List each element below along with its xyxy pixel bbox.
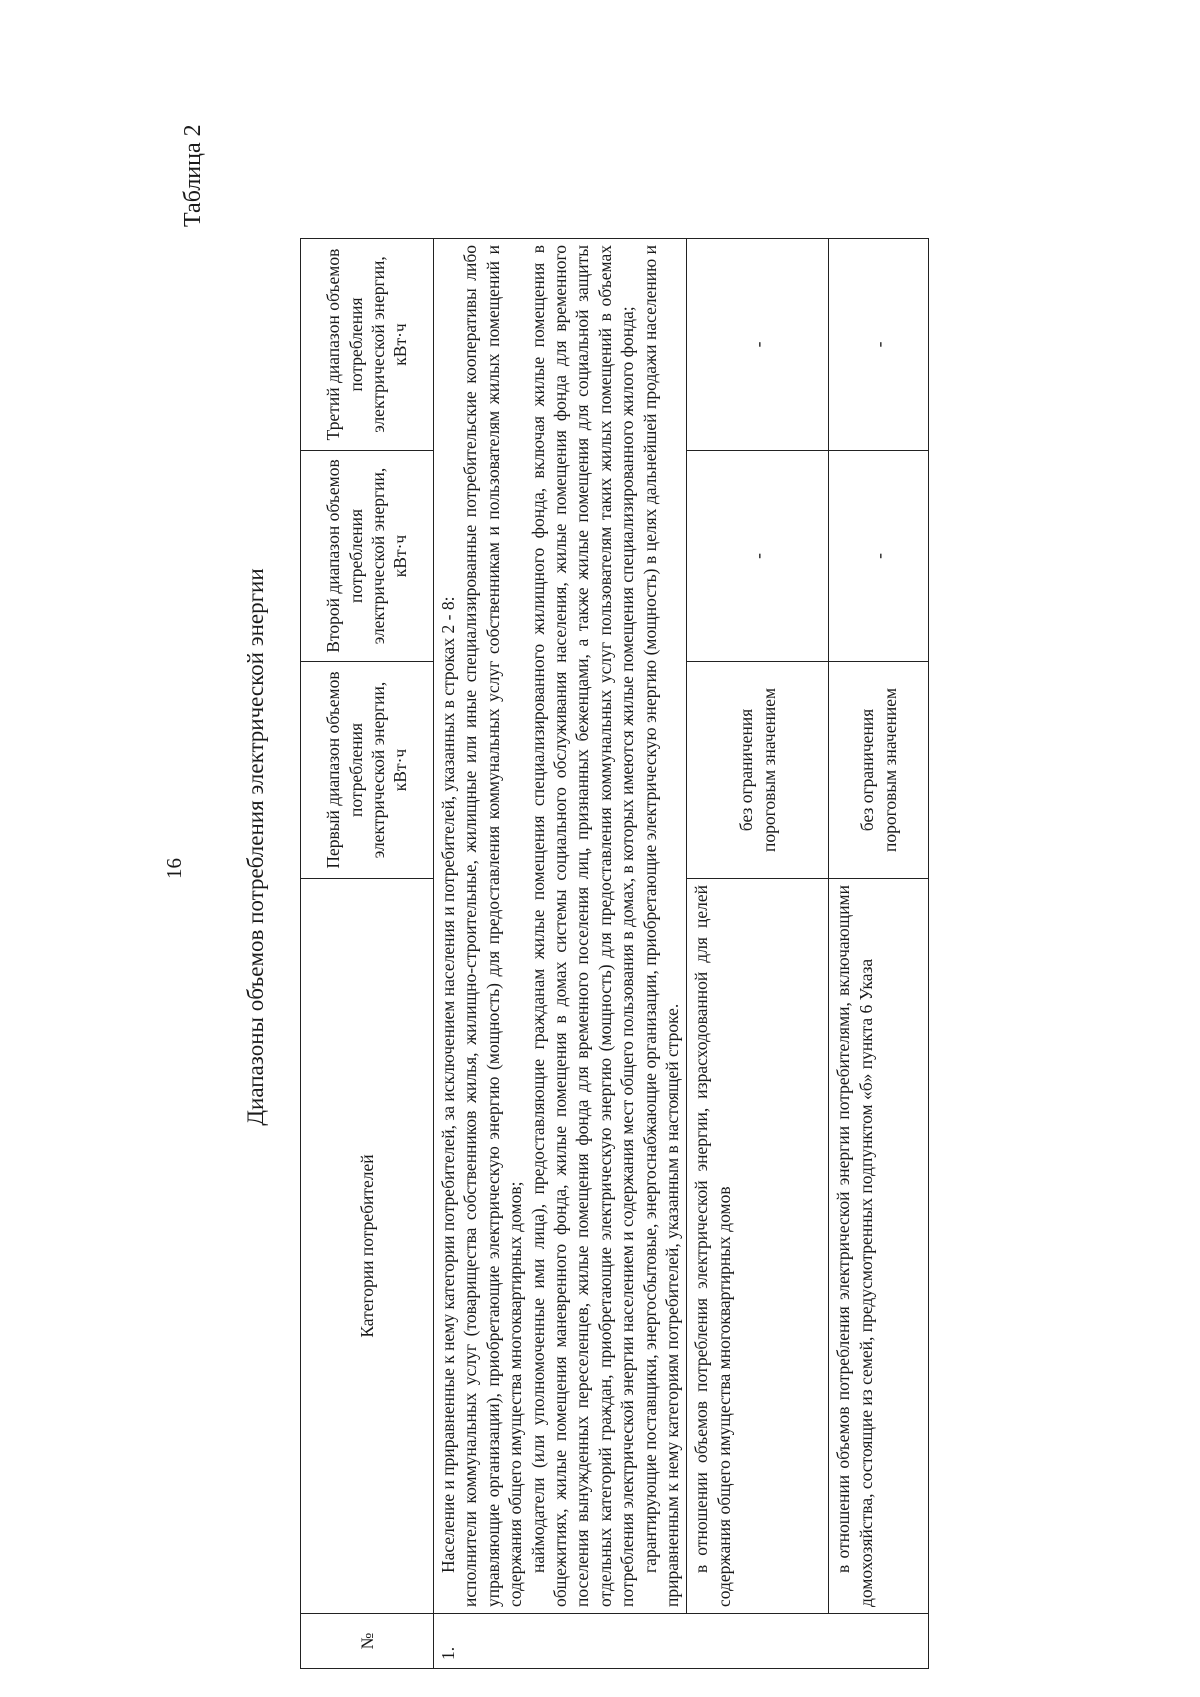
document-title: Диапазоны объемов потребления электрической энергии xyxy=(243,568,268,1126)
table-label: Таблица 2 xyxy=(180,124,206,227)
range-3-cell: - xyxy=(687,239,829,451)
table-row xyxy=(829,239,929,1669)
subcategory-text: в отношении объемов потребления электрической энергии потребителями, включающими домохозяйства, состоящие из семей, предусмотренных подпунктом «б» пункта 6 Указа xyxy=(833,885,876,1607)
range-2-cell: - xyxy=(829,451,929,662)
header-range-1: Первый диапазон объемов потребления электрической энергии, кВт·ч xyxy=(301,662,434,879)
row-number: 1. xyxy=(434,1614,929,1669)
range-1-cell: без ограничения пороговым значением xyxy=(687,662,829,879)
consumption-ranges-table xyxy=(300,238,929,1669)
header-category: Категории потребителей xyxy=(301,879,434,1614)
category-paragraph: наймодатели (или уполномоченные ими лица), предоставляющие гражданам жилые помещения специализированного жилищного фонда, включая жилые помещения в общежитиях, жилые помещения маневренного фонда, жилые помещения в домах системы социального обслуживания населения, жилые помещения фонда для временного поселения вынужденных переселенцев, жилые помещения фонда для временного поселения лиц, признанных беженцами, а также жилые помещения для социальной защиты отдельных категорий граждан, приобретающие электрическую энергию (мощность) для предоставления коммунальных услуг пользователям таких жилых помещений в объемах потребления электрической энергии населением и содержания мест общего пользования в домах, в которых имеются жилые помещения специализированного жилого фонда; xyxy=(527,245,638,1607)
range-1-cell: без ограничения пороговым значением xyxy=(829,662,929,879)
table-header-row xyxy=(301,239,434,1669)
table-row xyxy=(687,239,829,1669)
page-number: 16 xyxy=(162,858,186,879)
range-2-cell: - xyxy=(687,451,829,662)
category-description-cell xyxy=(434,239,687,1614)
category-paragraph: гарантирующие поставщики, энергосбытовые, энергоснабжающие организации, приобретающие электрическую энергию (мощность) в целях дальнейшей продажи населению и приравненным к нему категориям потребителей, указанным в настоящей строке. xyxy=(639,245,682,1607)
category-paragraph: Население и приравненные к нему категории потребителей, за исключением населения и потребителей, указанных в строках 2 - 8: xyxy=(438,596,458,1573)
header-range-3: Третий диапазон объемов потребления электрической энергии, кВт·ч xyxy=(301,239,434,451)
category-paragraph: исполнители коммунальных услуг (товарищества собственников жилья, жилищно-строительные, жилищные или иные специализированные потребительские кооперативы либо управляющие организации), приобретающие электрическую энергию (мощность) для предоставления коммунальных услуг собственникам и пользователям жилых помещений и содержания общего имущества многоквартирных домов; xyxy=(460,245,526,1607)
subcategory-cell xyxy=(829,879,929,1614)
header-range-2: Второй диапазон объемов потребления электрической энергии, кВт·ч xyxy=(301,451,434,662)
subcategory-cell xyxy=(687,879,829,1614)
subcategory-text: в отношении объемов потребления электрической энергии, израсходованной для целей содержания общего имущества многоквартирных домов xyxy=(691,885,734,1607)
header-number: № xyxy=(301,1614,434,1669)
table-row xyxy=(434,239,687,1669)
range-3-cell: - xyxy=(829,239,929,451)
